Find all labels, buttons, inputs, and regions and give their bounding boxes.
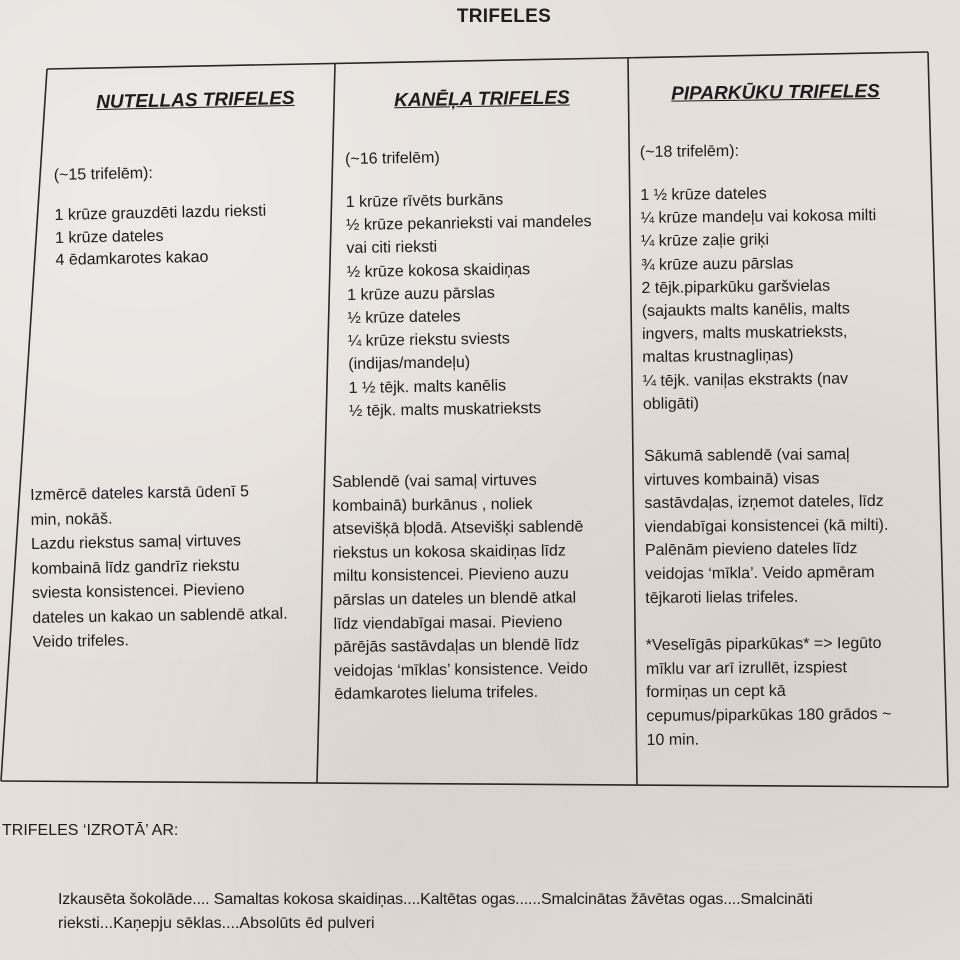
instructions-kanela (332, 468, 588, 707)
ingredient-item: ¼ krūze riekstu sviests (347, 330, 510, 351)
footer-text (58, 888, 813, 936)
yield-text: (~16 trifelēm) (344, 149, 440, 168)
instruction-line: Veido trifeles. (32, 632, 129, 651)
column-heading: NUTELLAS TRIFELES (95, 87, 295, 114)
note-block (646, 632, 892, 752)
ingredient-item: vai citi rieksti (346, 238, 438, 258)
ingredient-list (346, 187, 595, 423)
note-line: cepumus/piparkūkas 180 grādos ~ (646, 705, 892, 725)
ingredient-item: 1 krūze dateles (54, 227, 164, 247)
instruction-line: pārslas un dateles un blendē atkal (333, 589, 577, 609)
instruction-line: viendabīgai konsistencei (kā milti). (644, 516, 889, 536)
instruction-line: tējkaroti lielas trifeles. (645, 588, 799, 607)
instruction-line: Lazdu riekstus samaļ virtuves (30, 532, 242, 553)
ingredient-item: ½ krūze dateles (347, 308, 461, 327)
instruction-line: riekstus un kokosa skaidiņas līdz (332, 542, 566, 562)
note-line: formiņas un cept kā (646, 683, 786, 702)
yield-text: (~18 trifelēm): (639, 142, 740, 161)
instruction-line: atsevišķā bļodā. Atsevišķi sablendē (332, 518, 584, 539)
column-piparkuku (639, 81, 884, 416)
page-title: TRIFELES (456, 6, 552, 27)
column-heading: PIPARKŪKU TRIFELES (670, 81, 880, 105)
ingredient-item: ¾ krūze auzu pārslas (641, 254, 794, 274)
instruction-line: pārējās sastāvdaļas un blendē līdz (333, 636, 580, 657)
column-heading: KANĒĻA TRIFELES (393, 87, 570, 112)
note-line: mīklu var arī izrullēt, izspiest (645, 658, 847, 678)
column-nutellas (52, 88, 298, 273)
instruction-line: kombainā) burkānus , noliek (332, 495, 533, 515)
ingredient-item: ingvers, malts muskatrieksts, (641, 323, 848, 344)
ingredient-item: ¼ krūze zaļie griķi (640, 231, 770, 251)
instruction-line: min, nokāš. (30, 510, 113, 529)
ingredient-item: ½ krūze kokosa skaidiņas (346, 260, 531, 281)
ingredient-item: ¼ tējk. vaniļas ekstrakts (nav (642, 370, 849, 390)
ingredient-item: 1 krūze rīvēts burkāns (345, 191, 504, 211)
ingredient-item: 1 krūze grauzdēti lazdu rieksti (54, 202, 267, 224)
footer-line: Izkausēta šokolāde.... Samaltas kokosa skaidiņas....Kaltētas ogas......Smalcinātas žāvētas ogas....Smalcināti (58, 891, 813, 908)
ingredient-item: (indijas/mandeļu) (348, 354, 471, 374)
column-kanela (344, 87, 595, 423)
ingredient-item: maltas krustnagliņas) (642, 347, 794, 367)
ingredient-item: (sajaukts malts kanēlis, malts (641, 300, 850, 320)
instruction-line: dateles un kakao un sablendē atkal. (32, 605, 288, 627)
ingredient-item: 4 ēdamkarotes kakao (55, 248, 209, 269)
ingredient-item: ½ tējk. malts muskatrieksts (348, 399, 542, 420)
instruction-line: Palēnām pievieno dateles līdz (644, 540, 858, 560)
instructions-piparkuku (644, 443, 892, 752)
ingredient-item: ½ krūze pekanrieksti vai mandeles (345, 213, 592, 235)
instruction-line: Sablendē (vai samaļ virtuves (332, 471, 537, 491)
footer-line: rieksti...Kaņepju sēklas....Absolūts ēd pulveri (58, 915, 375, 932)
instructions-nutellas (30, 480, 288, 656)
ingredient-item: 2 tējk.piparkūku garšvielas (641, 277, 831, 297)
instruction-line: ēdamkarotes lieluma trifeles. (334, 684, 539, 704)
ingredient-list (54, 200, 298, 273)
instruction-line: sviesta konsistencei. Pievieno (31, 581, 245, 602)
instruction-line: Izmērcē dateles karstā ūdenī 5 (30, 483, 250, 504)
instruction-line: Sākumā sablendē (vai samaļ (644, 446, 850, 465)
instruction-line: sastāvdaļas, izņemot dateles, līdz (644, 493, 884, 513)
ingredient-item: obligāti) (642, 395, 700, 413)
note-line: 10 min. (646, 731, 700, 749)
instruction-line: virtuves kombainā) visas (644, 470, 820, 489)
yield-text: (~15 trifelēm): (53, 164, 154, 184)
ingredient-item: 1 ½ krūze dateles (640, 185, 767, 204)
ingredient-item: ¼ krūze mandeļu vai kokosa milti (640, 207, 877, 228)
footer-title: TRIFELES ‘IZROTĀ’ AR: (2, 822, 179, 839)
ingredient-item: 1 krūze auzu pārslas (347, 284, 495, 304)
instruction-line: līdz viendabīgai masai. Pievieno (333, 613, 563, 633)
instruction-line: veidojas ‘mīkla’. Veido apmēram (645, 563, 875, 583)
ingredient-list (640, 181, 883, 416)
instruction-line: miltu konsistencei. Pievieno auzu (333, 565, 569, 586)
instruction-line: veidojas ‘mīklas’ konsistence. Veido (334, 660, 588, 680)
instruction-line: kombainā līdz gandrīz riekstu (31, 556, 240, 578)
note-line: *Veselīgās piparkūkas* => Iegūto (645, 635, 882, 655)
ingredient-item: 1 ½ tējk. malts kanēlis (348, 377, 507, 397)
